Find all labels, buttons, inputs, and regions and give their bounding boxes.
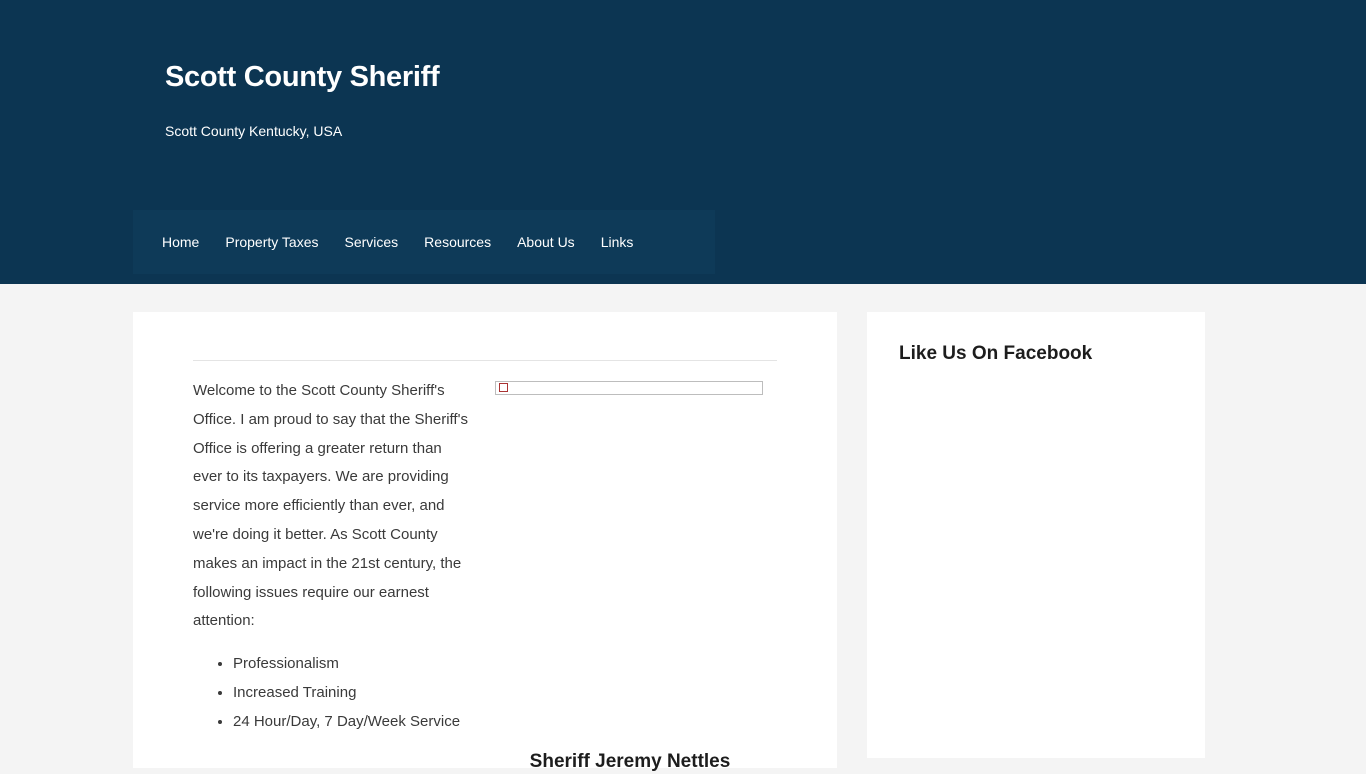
nav-item-services[interactable] [331,210,411,274]
issues-list [193,650,475,736]
header-inner [133,0,1233,284]
list-item: • Increased Training [233,679,475,708]
entry-text [193,377,475,737]
nav-item-links[interactable] [588,210,647,274]
nav-link-home[interactable]: Home [162,234,200,250]
site-header [0,0,1366,284]
nav-link-about-us[interactable]: About Us [517,234,575,250]
nav-item-resources[interactable] [411,210,504,274]
site-title[interactable]: Scott County Sheriff [165,61,440,93]
nav-link-services[interactable]: Services [344,234,399,250]
sheriff-figure [495,381,765,774]
site-description: Scott County Kentucky, USA [165,123,343,139]
facebook-widget-title: Like Us On Facebook [899,343,1093,364]
page-wrap [133,284,1233,772]
nav-item-home[interactable] [149,210,212,274]
list-item: • 24 Hour/Day, 7 Day/Week Service [233,708,475,737]
welcome-paragraph: Welcome to the Scott County Sheriff's Office. I am proud to say that the Sheriff's Office is offering a greater return than ever to its taxpayers. We are providing service more efficiently than ever, and we're doing it better. As Scott County makes an impact in the 21st century, the following issues require our earnest attention: [193,382,468,630]
nav-item-about-us[interactable] [504,210,588,274]
nav-link-links[interactable]: Links [600,234,634,250]
broken-image-glyph [499,383,508,392]
entry-divider [193,360,777,361]
content-area [133,312,837,772]
sidebar [867,312,1205,758]
broken-image-icon [495,381,763,395]
nav-item-property-taxes[interactable] [212,210,331,274]
nav-list [133,210,715,274]
figure-caption: Sheriff Jeremy Nettles [529,751,731,772]
facebook-widget-embed[interactable] [899,388,1173,718]
nav-link-property-taxes[interactable]: Property Taxes [225,234,319,250]
main-navigation [133,210,715,274]
entry-article [193,312,777,772]
nav-link-resources[interactable]: Resources [424,234,492,250]
list-item: • Professionalism [233,650,475,679]
